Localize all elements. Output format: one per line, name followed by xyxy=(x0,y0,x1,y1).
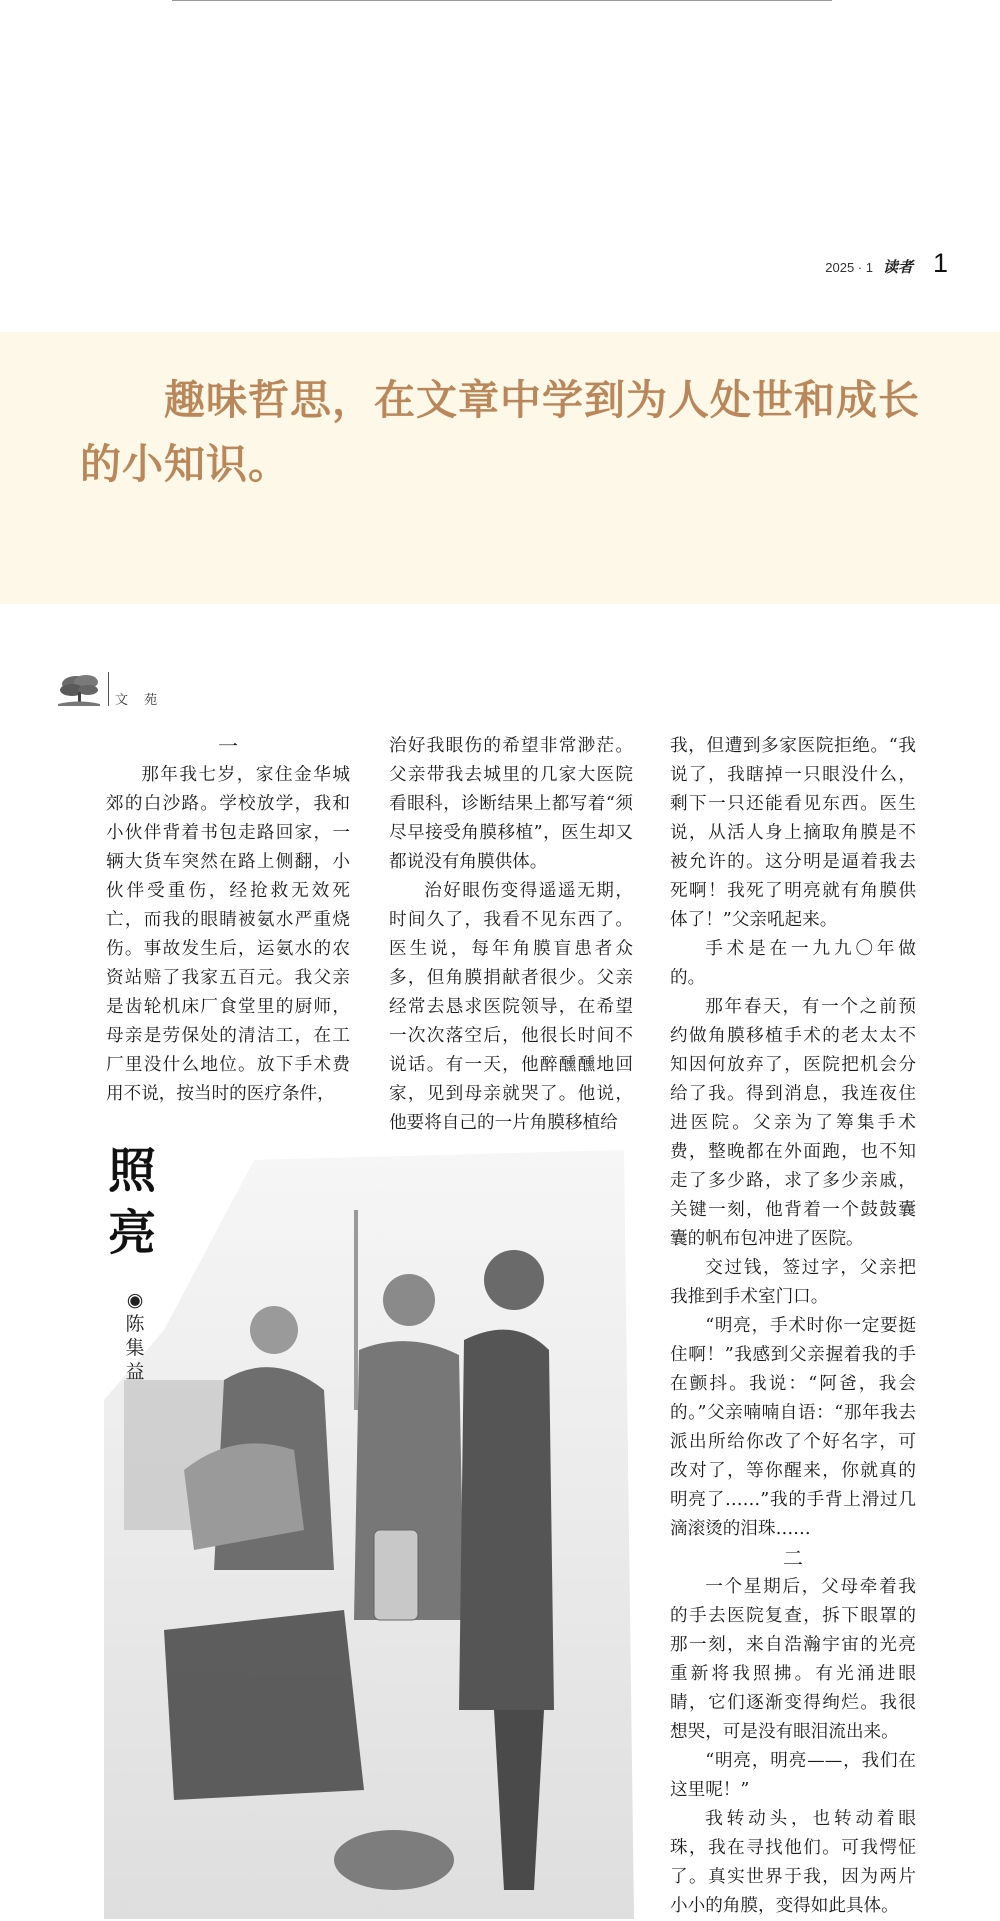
paragraph: 一个星期后，父母牵着我的手去医院复查，拆下眼罩的那一刻，来自浩瀚宇宙的光亮重新将我照拂。有光涌进眼睛，它们逐渐变得绚烂。我很想哭，可是没有眼泪流出来。 xyxy=(670,1577,916,1742)
paragraph: “明亮，手术时你一定要挺住啊！”我感到父亲握着我的手在颤抖。我说：“阿爸，我会的。”父亲喃喃自语：“那年我去派出所给你改了个好名字，可改对了，等你醒来，你就真的明亮了……”我的手背上滑过几滴滚烫的泪珠…… xyxy=(670,1316,916,1539)
article-column-1 xyxy=(106,732,350,1109)
section-number-one: 一 xyxy=(218,734,238,758)
paragraph: 我转动头，也转动着眼珠，我在寻找他们。可我愕怔了。真实世界于我，因为两片小小的角膜，变得如此具体。 xyxy=(670,1809,916,1916)
magazine-logo: 读者 xyxy=(882,258,913,276)
paragraph: 治好我眼伤的希望非常渺茫。父亲带我去城里的几家大医院看眼科，诊断结果上都写着“须尽早接受角膜移植”，医生却又都说没有角膜供体。 xyxy=(389,736,633,872)
column-tag-label: 文 苑 xyxy=(115,692,164,708)
column-tag xyxy=(54,670,163,708)
section-number-two: 二 xyxy=(783,1546,803,1570)
paragraph: 交过钱，签过字，父亲把我推到手术室门口。 xyxy=(670,1258,916,1307)
article-illustration xyxy=(104,1150,634,1919)
intro-banner xyxy=(0,332,1000,604)
title-char: 亮 xyxy=(108,1205,157,1261)
paragraph: 手术是在一九九〇年做的。 xyxy=(670,939,916,988)
issue-label: 2025 · 1 xyxy=(825,260,873,275)
tag-separator xyxy=(108,672,109,706)
author-char: 陈 xyxy=(125,1313,145,1335)
page-number: 1 xyxy=(932,248,948,278)
author-mark-icon: ◉ xyxy=(126,1289,144,1311)
top-rule xyxy=(172,0,832,1)
article-column-3 xyxy=(670,732,916,1921)
author-char: 集 xyxy=(125,1337,145,1359)
author-byline xyxy=(124,1288,146,1384)
banner-text: 趣味哲思，在文章中学到为人处世和成长的小知识。 xyxy=(80,376,920,488)
title-char: 照 xyxy=(108,1143,157,1199)
page-header xyxy=(825,248,948,279)
paragraph: 治好眼伤变得遥遥无期，时间久了，我看不见东西了。医生说，每年角膜盲患者众多，但角膜捐献者很少。父亲经常去恳求医院领导，在希望一次次落空后，他很长时间不说话。有一天，他醉醺醺地回家，见到母亲就哭了。他说，他要将自己的一片角膜移植给 xyxy=(389,881,633,1133)
article-title xyxy=(108,1140,168,1264)
paragraph: 那年春天，有一个之前预约做角膜移植手术的老太太不知因何放弃了，医院把机会分给了我。得到消息，我连夜住进医院。父亲为了筹集手术费，整晚都在外面跑，也不知走了多少路，求了多少亲戚，关键一刻，他背着一个鼓鼓囊囊的帆布包冲进了医院。 xyxy=(670,997,916,1249)
article-column-2 xyxy=(389,732,633,1138)
paragraph: 那年我七岁，家住金华城郊的白沙路。学校放学，我和小伙伴背着书包走路回家，一辆大货车突然在路上侧翻，小伙伴受重伤，经抢救无效死亡，而我的眼睛被氨水严重烧伤。事故发生后，运氨水的农资站赔了我家五百元。我父亲是齿轮机床厂食堂里的厨师，母亲是劳保处的清洁工，在工厂里没什么地位。放下手术费用不说，按当时的医疗条件， xyxy=(106,765,350,1104)
author-char: 益 xyxy=(125,1361,145,1383)
paragraph: “明亮，明亮——，我们在这里呢！” xyxy=(670,1751,916,1800)
tree-icon xyxy=(54,670,104,708)
paragraph: 我，但遭到多家医院拒绝。“我说了，我瞎掉一只眼没什么，剩下一只还能看见东西。医生说，从活人身上摘取角膜是不被允许的。这分明是逼着我去死啊！我死了明亮就有角膜供体了！”父亲吼起来。 xyxy=(670,736,916,930)
